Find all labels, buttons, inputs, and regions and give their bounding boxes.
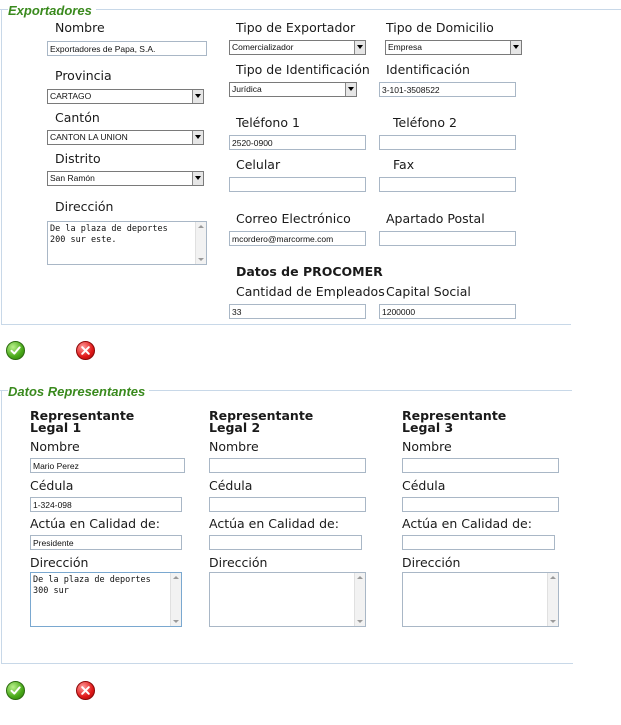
canton-label: Cantón	[55, 110, 100, 125]
chevron-down-icon[interactable]	[354, 41, 365, 54]
nombre-label: Nombre	[55, 20, 105, 35]
rep2-direccion-label: Dirección	[209, 555, 268, 570]
tipo-identificacion-select[interactable]	[229, 82, 357, 97]
capital-label: Capital Social	[386, 284, 471, 299]
tipo-domicilio-value: Empresa	[388, 42, 423, 52]
identificacion-label: Identificación	[386, 62, 470, 77]
correo-label: Correo Electrónico	[236, 211, 351, 226]
empleados-label: Cantidad de Empleados	[236, 284, 385, 299]
representantes-border-bottom	[1, 663, 573, 664]
rep3-direccion-textarea[interactable]	[402, 572, 559, 627]
rep3-cedula-input[interactable]	[402, 497, 559, 512]
tipo-identificacion-value: Jurídica	[232, 84, 262, 94]
tipo-exportador-label: Tipo de Exportador	[236, 20, 356, 35]
rep2-cedula-label: Cédula	[209, 478, 253, 493]
chevron-down-icon[interactable]	[192, 131, 203, 144]
rep2-cedula-input[interactable]	[209, 497, 366, 512]
rep2-nombre-label: Nombre	[209, 439, 259, 454]
rep1-cedula-label: Cédula	[30, 478, 74, 493]
apartado-input[interactable]	[379, 231, 516, 246]
representantes-border-left	[1, 390, 2, 663]
telefono1-label: Teléfono 1	[236, 115, 300, 130]
rep1-direccion-label: Dirección	[30, 555, 89, 570]
canton-select-value: CANTON LA UNION	[50, 132, 128, 142]
rep1-direccion-textarea[interactable]	[30, 572, 182, 627]
exportadores-border-left	[1, 9, 2, 325]
exportadores-legend: Exportadores	[8, 3, 96, 18]
cancel-button[interactable]	[76, 341, 95, 360]
identificacion-input[interactable]: 3-101-3508522	[379, 82, 516, 97]
distrito-label: Distrito	[55, 151, 101, 166]
provincia-select[interactable]	[47, 89, 204, 104]
correo-input[interactable]: mcordero@marcorme.com	[229, 231, 366, 246]
provincia-label: Provincia	[55, 68, 112, 83]
scrollbar[interactable]	[547, 573, 558, 626]
rep3-heading-line2: Legal 3	[402, 420, 454, 435]
chevron-down-icon[interactable]	[510, 41, 521, 54]
empleados-input[interactable]: 33	[229, 304, 366, 319]
rep1-calidad-label: Actúa en Calidad de:	[30, 516, 160, 531]
rep2-heading-line2: Legal 2	[209, 420, 261, 435]
celular-label: Celular	[236, 157, 281, 172]
rep3-heading	[402, 410, 506, 434]
cancel-button[interactable]	[76, 681, 95, 700]
x-circle-icon	[80, 345, 91, 356]
scrollbar[interactable]	[354, 573, 365, 626]
direccion-text: De la plaza de deportes 200 sur este.	[50, 224, 168, 245]
scrollbar[interactable]	[195, 222, 206, 264]
check-circle-icon	[10, 345, 21, 356]
accept-button[interactable]	[6, 341, 25, 360]
x-circle-icon	[80, 685, 91, 696]
celular-input[interactable]	[229, 177, 366, 192]
direccion-label: Dirección	[55, 199, 114, 214]
rep2-calidad-label: Actúa en Calidad de:	[209, 516, 339, 531]
rep2-direccion-textarea[interactable]	[209, 572, 366, 627]
rep1-heading-line1: Representante	[30, 408, 135, 423]
fax-label: Fax	[393, 157, 415, 172]
distrito-select[interactable]	[47, 171, 204, 186]
rep3-heading-line1: Representante	[402, 408, 507, 423]
tipo-identificacion-label: Tipo de Identificación	[236, 62, 370, 77]
rep3-calidad-input[interactable]	[402, 535, 555, 550]
chevron-down-icon[interactable]	[192, 172, 203, 185]
capital-input[interactable]: 1200000	[379, 304, 516, 319]
canton-select[interactable]	[47, 130, 204, 145]
telefono2-label: Teléfono 2	[393, 115, 457, 130]
telefono2-input[interactable]	[379, 135, 516, 150]
rep2-calidad-input[interactable]	[209, 535, 362, 550]
rep3-calidad-label: Actúa en Calidad de:	[402, 516, 532, 531]
rep1-nombre-input[interactable]: Mario Perez	[30, 458, 185, 473]
rep2-heading-line1: Representante	[209, 408, 314, 423]
tipo-domicilio-label: Tipo de Domicilio	[386, 20, 494, 35]
tipo-exportador-select[interactable]	[229, 40, 366, 55]
rep1-calidad-input[interactable]: Presidente	[30, 535, 182, 550]
chevron-down-icon[interactable]	[192, 90, 203, 103]
tipo-exportador-value: Comercializador	[232, 42, 294, 52]
distrito-select-value: San Ramón	[50, 173, 95, 183]
procomer-heading: Datos de PROCOMER	[236, 264, 383, 279]
rep1-heading	[30, 410, 134, 434]
fax-input[interactable]	[379, 177, 516, 192]
scrollbar[interactable]	[170, 573, 181, 626]
check-circle-icon	[10, 685, 21, 696]
provincia-select-value: CARTAGO	[50, 91, 92, 101]
tipo-domicilio-select[interactable]	[385, 40, 522, 55]
rep1-nombre-label: Nombre	[30, 439, 80, 454]
rep3-direccion-label: Dirección	[402, 555, 461, 570]
direccion-textarea[interactable]	[47, 221, 207, 265]
rep3-cedula-label: Cédula	[402, 478, 446, 493]
rep3-nombre-label: Nombre	[402, 439, 452, 454]
rep1-direccion-text: De la plaza de deportes 300 sur	[33, 575, 151, 596]
rep2-nombre-input[interactable]	[209, 458, 366, 473]
apartado-label: Apartado Postal	[386, 211, 485, 226]
chevron-down-icon[interactable]	[345, 83, 356, 96]
rep1-cedula-input[interactable]: 1-324-098	[30, 497, 182, 512]
accept-button[interactable]	[6, 681, 25, 700]
telefono1-input[interactable]: 2520-0900	[229, 135, 366, 150]
rep3-nombre-input[interactable]	[402, 458, 559, 473]
rep2-heading	[209, 410, 313, 434]
rep1-heading-line2: Legal 1	[30, 420, 82, 435]
nombre-input[interactable]: Exportadores de Papa, S.A.	[47, 41, 207, 56]
representantes-legend: Datos Representantes	[8, 384, 149, 399]
exportadores-border-bottom	[1, 324, 571, 325]
